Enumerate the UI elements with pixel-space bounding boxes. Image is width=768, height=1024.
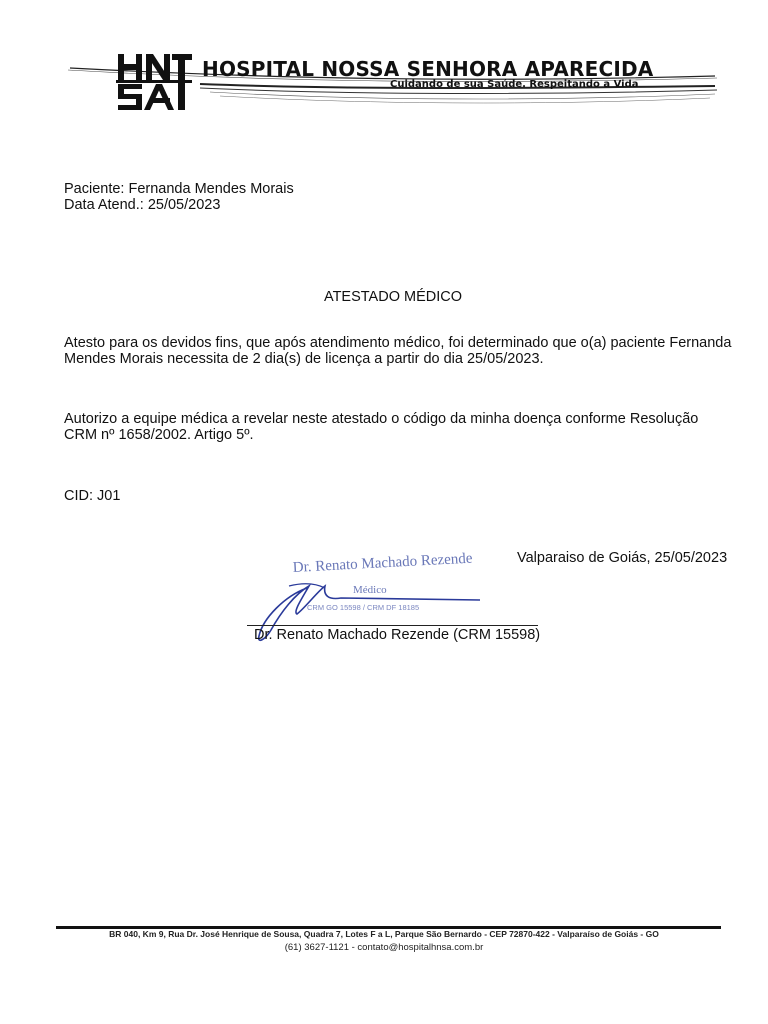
cid-code: CID: J01 <box>64 488 121 504</box>
signer-name: Dr. Renato Machado Rezende (CRM 15598) <box>254 627 541 643</box>
stamp-role: Médico <box>353 584 387 596</box>
footer-contact: (61) 3627-1121 - contato@hospitalhnsa.com.br <box>284 942 484 953</box>
patient-name: Paciente: Fernanda Mendes Morais <box>64 181 294 197</box>
hospital-name: HOSPITAL NOSSA SENHORA APARECIDA <box>202 57 654 81</box>
authorization-paragraph: Autorizo a equipe médica a revelar neste atestado o código da minha doença conforme Resolução CRM nº 1658/2002. Artigo 5º. <box>64 411 699 443</box>
place-date: Valparaiso de Goiás, 25/05/2023 <box>517 550 728 566</box>
document-title: ATESTADO MÉDICO <box>323 289 463 305</box>
signature-line <box>247 625 538 626</box>
hospital-slogan: Cuidando de sua Saúde. Respeitando a Vida <box>390 79 639 90</box>
footer-address: BR 040, Km 9, Rua Dr. José Henrique de Sousa, Quadra 7, Lotes F a L, Parque São Bernardo - CEP 72870-422 - Valparaíso de Goiás - GO <box>109 929 659 939</box>
stamp-doctor-name: Dr. Renato Machado Rezende <box>292 550 473 576</box>
hnsa-logo-icon <box>116 52 194 112</box>
certificate-paragraph: Atesto para os devidos fins, que após atendimento médico, foi determinado que o(a) paciente Fernanda Mendes Morais necessita de 2 dia(s) de licença a partir do dia 25/05/2023. <box>64 335 732 367</box>
attendance-date: Data Atend.: 25/05/2023 <box>64 197 221 213</box>
stamp-crm: CRM GO 15598 / CRM DF 18185 <box>307 603 420 612</box>
letterhead <box>60 48 720 118</box>
